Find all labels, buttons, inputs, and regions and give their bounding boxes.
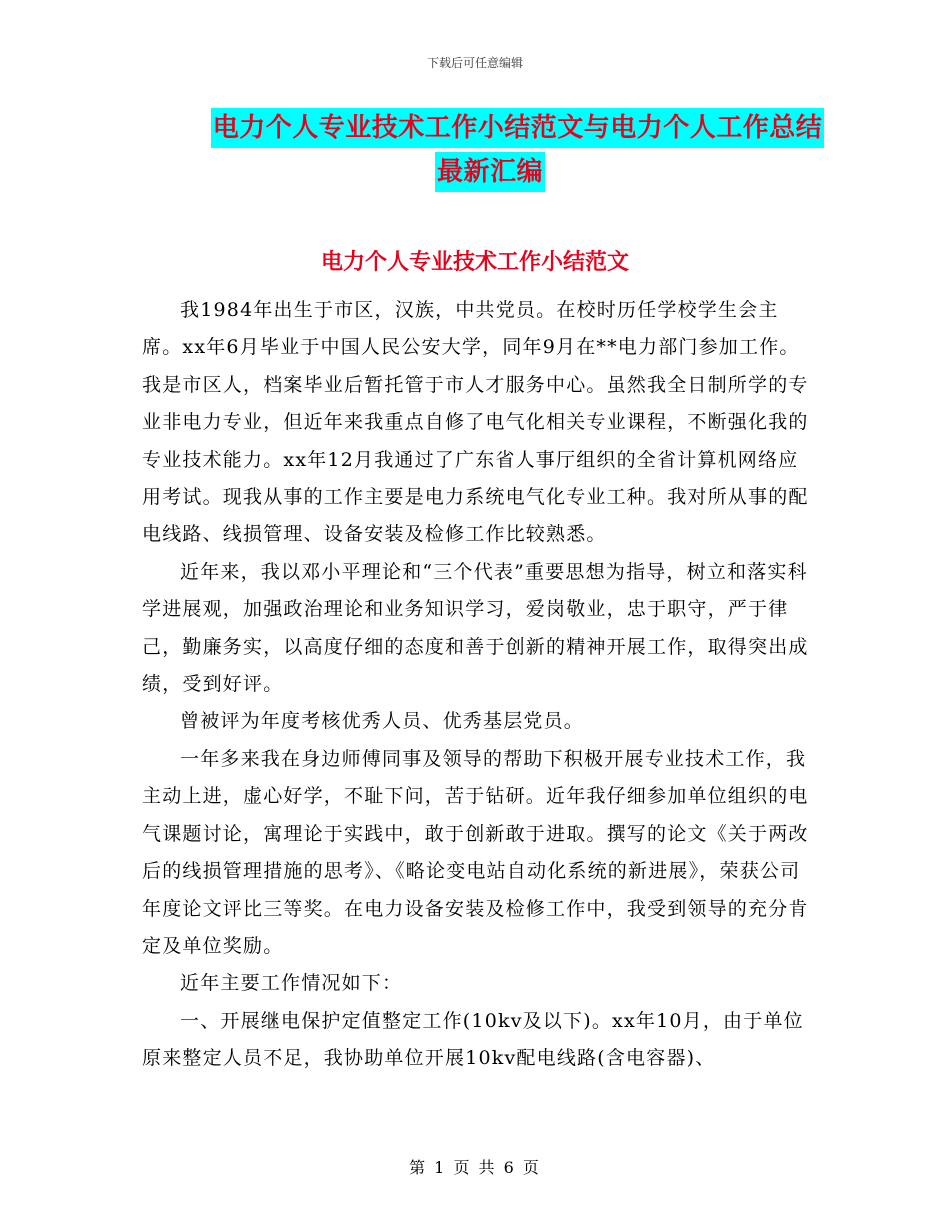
section-title: 电力个人专业技术工作小结范文 bbox=[320, 249, 629, 275]
page-number: 第 1 页 共 6 页 bbox=[409, 1158, 541, 1177]
paragraph: 一、开展继电保护定值整定工作(10kv及以下)。xx年10月，由于单位原来整定人员不足，我协助单位开展10kv配电线路(含电容器)、 bbox=[142, 1009, 804, 1070]
paragraph: 近年主要工作情况如下： bbox=[180, 972, 403, 995]
paragraph: 曾被评为年度考核优秀人员、优秀基层党员。 bbox=[180, 710, 585, 733]
paragraph: 一年多来我在身边师傅同事及领导的帮助下积极开展专业技术工作，我主动上进，虚心好学，不耻下问，苦于钻研。近年我仔细参加单位组织的电气课题讨论，寓理论于实践中，敢于创新敢于进取。撰写的论文《关于两改后的线损管理措施的思考》、《略论变电站自动化系统的新进展》，荣获公司年度论文评比三等奖。在电力设备安装及检修工作中，我受到领导的充分肯定及单位奖励。 bbox=[142, 747, 809, 957]
title-line-1: 电力个人专业技术工作小结范文与电力个人工作总结 bbox=[211, 108, 825, 148]
title-line-2: 最新汇编 bbox=[435, 152, 545, 192]
page-header-note: 下载后可任意编辑 bbox=[426, 56, 523, 70]
document-title bbox=[140, 108, 840, 192]
body-text bbox=[142, 292, 812, 1078]
paragraph: 近年来，我以邓小平理论和“三个代表”重要思想为指导，树立和落实科学进展观，加强政治理论和业务知识学习，爱岗敬业，忠于职守，严于律己，勤廉务实，以高度仔细的态度和善于创新的精神开展工作，取得突出成绩，受到好评。 bbox=[142, 560, 809, 696]
paragraph: 我1984年出生于市区，汉族，中共党员。在校时历任学校学生会主席。xx年6月毕业于中国人民公安大学，同年9月在**电力部门参加工作。我是市区人，档案毕业后暂托管于市人才服务中心。虽然我全日制所学的专业非电力专业，但近年来我重点自修了电气化相关专业课程，不断强化我的专业技术能力。xx年12月我通过了广东省人事厅组织的全省计算机网络应用考试。现我从事的工作主要是电力系统电气化专业工种。我对所从事的配电线路、线损管理、设备安装及检修工作比较熟悉。 bbox=[142, 299, 809, 546]
